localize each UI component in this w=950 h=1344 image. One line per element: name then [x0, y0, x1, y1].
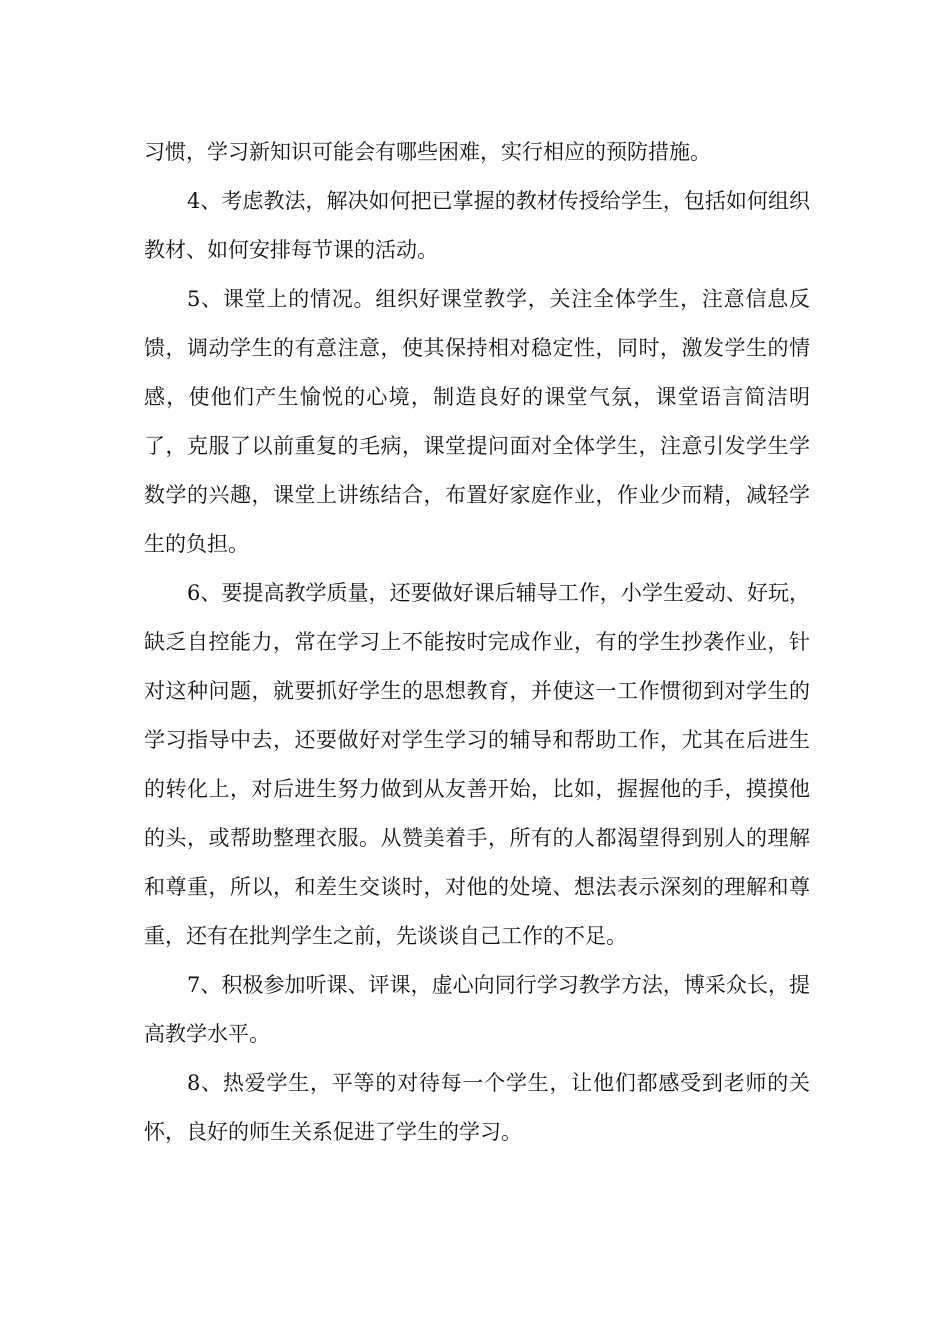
paragraph-item-8: 8、热爱学生，平等的对待每一个学生，让他们都感受到老师的关怀，良好的师生关系促进了学生的学习。 — [144, 1071, 810, 1144]
paragraph-item-6: 6、要提高教学质量，还要做好课后辅导工作，小学生爱动、好玩，缺乏自控能力，常在学习上不能按时完成作业，有的学生抄袭作业，针对这种问题，就要抓好学生的思想教育，并使这一工作惯彻到对学生的学习指导中去，还要做好对学生学习的辅导和帮助工作，尤其在后进生的转化上，对后进生努力做到从友善开始，比如，握握他的手，摸摸他的头，或帮助整理衣服。从赞美着手，所有的人都渴望得到别人的理解和尊重，所以，和差生交谈时，对他的处境、想法表示深刻的理解和尊重，还有在批判学生之前，先谈谈自己工作的不足。 — [144, 581, 810, 948]
paragraph-item-5: 5、课堂上的情况。组织好课堂教学，关注全体学生，注意信息反馈，调动学生的有意注意，使其保持相对稳定性，同时，激发学生的情感，使他们产生愉悦的心境，制造良好的课堂气氛，课堂语言简洁明了，克服了以前重复的毛病，课堂提问面对全体学生，注意引发学生学数学的兴趣，课堂上讲练结合，布置好家庭作业，作业少而精，减轻学生的负担。 — [144, 287, 810, 556]
paragraph-continuation: 习惯，学习新知识可能会有哪些困难，实行相应的预防措施。 — [144, 140, 711, 164]
document-body — [144, 128, 810, 1157]
paragraph-item-7: 7、积极参加听课、评课，虚心向同行学习教学方法，博采众长，提高教学水平。 — [144, 973, 810, 1046]
paragraph-item-4: 4、考虑教法，解决如何把已掌握的教材传授给学生，包括如何组织教材、如何安排每节课的活动。 — [144, 189, 810, 262]
